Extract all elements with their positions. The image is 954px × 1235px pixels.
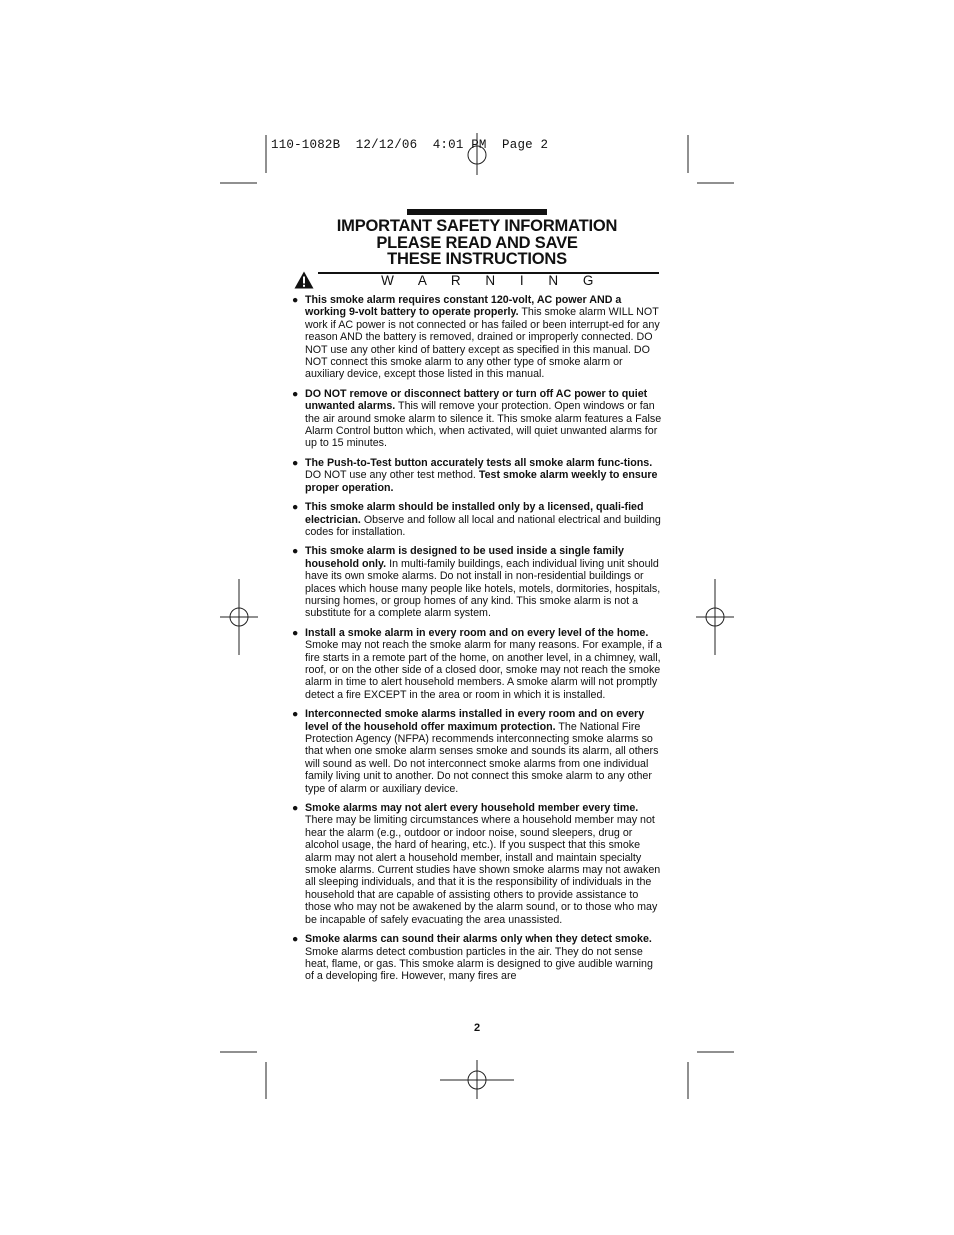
bullet-icon: ● [292, 456, 299, 469]
item-text: The National Fire Protection Agency (NFPA) recommends interconnecting smoke alarms so that when one smoke alarm senses smoke and sounds its alarm, all others will sound as well. Do not interconnect smoke alarms from one individual family living unit to another. Do not connect this smoke alarm to any other type of alarm or auxiliary device. [305, 720, 659, 795]
bullet-icon: ● [292, 294, 299, 306]
item-text: This will remove your protection. Open windows or fan the air around smoke alarm to silence it. This smoke alarm features a False Alarm Control button which, when activated, will quiet unwanted alarms for up to 15 minutes. [305, 400, 662, 450]
item-bold-text: Interconnected smoke alarms installed in every room and on every level of the household offer maximum protection. [305, 708, 645, 733]
bullet-icon: ● [292, 933, 299, 946]
item-bold-text: Install a smoke alarm in every room and on every level of the home. [305, 626, 649, 639]
title-line: PLEASE READ AND SAVE [376, 233, 578, 252]
item-bold-text: The Push-to-Test button accurately tests all smoke alarm func-tions. [305, 456, 653, 469]
bullet-icon: ● [292, 545, 299, 558]
warning-list [292, 294, 662, 990]
warning-triangle-icon [294, 271, 314, 289]
list-item [292, 388, 662, 450]
print-slug: 110-1082B 12/12/06 4:01 PM Page 2 [271, 138, 549, 152]
item-text: Smoke may not reach the smoke alarm for many reasons. For example, if a fire starts in a remote part of the home, on another level, in a chimney, wall, roof, or on the other side of a closed door, smoke may not reach the smoke alarm in time to alert household members. A smoke alarm will not promptly detect a fire EXCEPT in the area or room in which it is installed. [305, 639, 662, 701]
warning-label: W A R N I N G [381, 273, 604, 288]
item-bold-text: This smoke alarm should be installed only by a licensed, quali-fied electrician. [305, 501, 644, 526]
list-item [292, 545, 662, 619]
list-item [292, 627, 662, 701]
item-text: Smoke alarms detect combustion particles in the air. They do not sense heat, flame, or gas. This smoke alarm is designed to give audible warning of a developing fire. However, many fires are [305, 945, 653, 983]
title-line: IMPORTANT SAFETY INFORMATION [336, 217, 618, 235]
item-bold-text: Smoke alarms may not alert every household member every time. [305, 802, 639, 815]
item-text: DO NOT use any other test method. [305, 469, 479, 482]
bullet-icon: ● [292, 708, 299, 721]
warning-header [294, 270, 660, 290]
list-item [292, 294, 662, 381]
item-text: There may be limiting circumstances where a household member may not hear the alarm (e.g., outdoor or indoor noise, sound sleepers, drug or alcohol usage, the hard of hearing, etc.). If you suspect that this smoke alarm may not alert a household member, install and maintain specialty smoke alarms. Current studies have shown smoke alarms may not awaken all sleeping individuals, and that it is the responsibility of individuals in the household that are capable of assisting others to provide assistance to those who may not be awakened by the alarm sound, or to those who may be incapable of safely evacuating the area unassisted. [305, 814, 661, 926]
list-item [292, 501, 662, 538]
item-text: This smoke alarm WILL NOT work if AC power is not connected or has failed or been interrupt-ed for any reason AND the battery is removed, drained or improperly connected. DO NOT use any other kind of battery except as specified in this manual. DO NOT connect this smoke alarm to any other type of smoke alarm or auxiliary device, except those listed in this manual. [305, 306, 660, 381]
item-bold-text: This smoke alarm is designed to be used inside a single family household only. [305, 545, 624, 570]
title-rule [407, 209, 547, 215]
page-number: 2 [473, 1022, 481, 1034]
list-item [292, 457, 662, 494]
item-bold-text: This smoke alarm requires constant 120-volt, AC power AND a working 9-volt battery to operate properly. [305, 294, 622, 319]
page-title [300, 218, 654, 268]
item-text: Observe and follow all local and national electrical and building codes for installation. [305, 513, 661, 538]
item-text: In multi-family buildings, each individual living unit should have its own smoke alarms. Do not install in non-residential buildings or places which house many people like hotels, motels, dormitories, hospitals, nursing homes, or group homes of any kind. This smoke alarm is not a substitute for a complete alarm system. [305, 557, 661, 620]
title-line: THESE INSTRUCTIONS [387, 250, 567, 268]
list-item [292, 802, 662, 926]
item-bold-text: Test smoke alarm weekly to ensure proper operation. [305, 469, 658, 494]
bullet-icon: ● [292, 626, 299, 639]
item-bold-text: Smoke alarms can sound their alarms only when they detect smoke. [305, 933, 652, 946]
bullet-icon: ● [292, 802, 299, 815]
bullet-icon: ● [292, 501, 299, 514]
list-item [292, 933, 662, 983]
bullet-icon: ● [292, 387, 299, 400]
list-item [292, 708, 662, 795]
item-bold-text: DO NOT remove or disconnect battery or turn off AC power to quiet unwanted alarms. [305, 387, 648, 413]
